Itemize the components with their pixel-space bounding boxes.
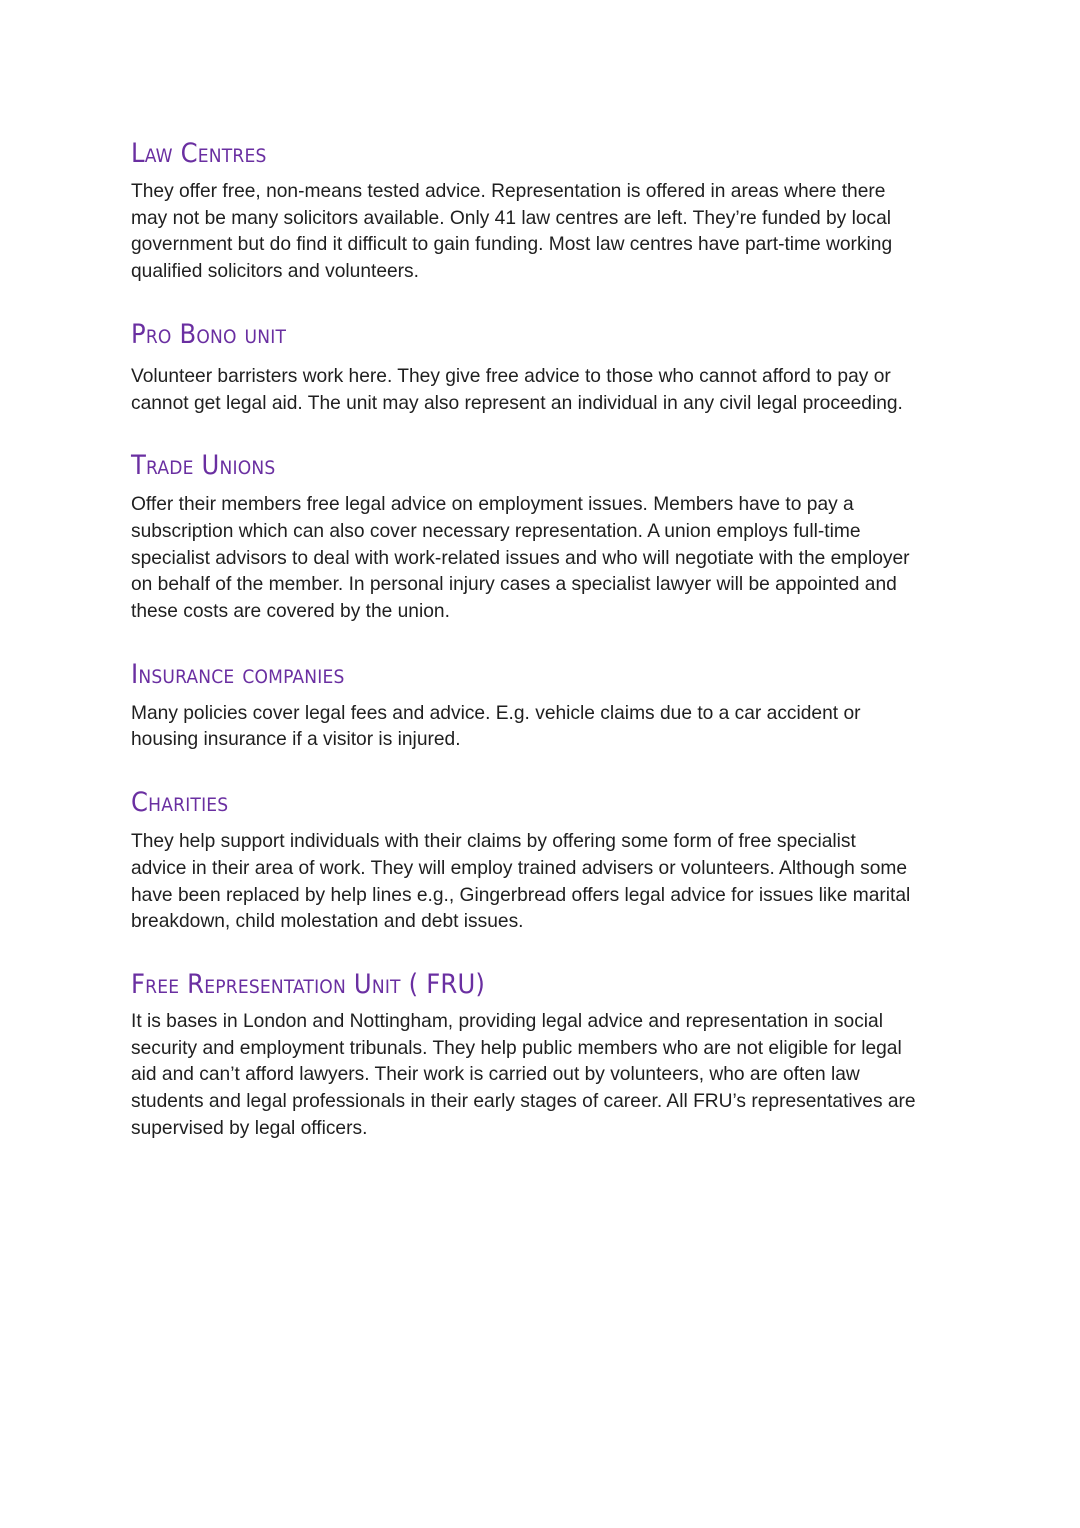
paragraph-line: It is bases in London and Nottingham, providing legal advice and representation in social xyxy=(131,1010,883,1032)
paragraph-line: subscription which can also cover necessary representation. A union employs full-time xyxy=(131,520,861,542)
paragraph-line: housing insurance if a visitor is injured. xyxy=(131,729,461,751)
paragraph-line: They help support individuals with their claims by offering some form of free specialist xyxy=(131,831,856,853)
paragraph-line: may not be many solicitors available. Only 41 law centres are left. They’re funded by local xyxy=(131,207,892,229)
document-body xyxy=(131,136,961,1142)
paragraph-line: They offer free, non-means tested advice. Representation is offered in areas where there xyxy=(131,181,886,202)
paragraph-line: have been replaced by help lines e.g., Gingerbread offers legal advice for issues like marital xyxy=(131,884,911,906)
section-paragraph xyxy=(131,179,961,286)
paragraph-line: government but do find it difficult to gain funding. Most law centres have part-time working xyxy=(131,234,893,256)
section-heading: Law Centres xyxy=(131,138,267,169)
paragraph-line: aid and can’t afford lawyers. Their work is carried out by volunteers, who are often law xyxy=(131,1064,860,1086)
section-pro-bono-unit xyxy=(131,317,961,417)
paragraph-line: students and legal professionals in their early stages of career. All FRU’s representatives are xyxy=(131,1091,916,1113)
paragraph-line: these costs are covered by the union. xyxy=(131,601,450,623)
paragraph-line: on behalf of the member. In personal injury cases a specialist lawyer will be appointed and xyxy=(131,574,897,596)
section-free-representation-unit xyxy=(131,967,961,1143)
section-paragraph xyxy=(131,701,961,754)
section-paragraph xyxy=(131,1009,961,1143)
paragraph-line: Offer their members free legal advice on employment issues. Members have to pay a xyxy=(131,494,854,516)
section-trade-unions xyxy=(131,448,961,626)
paragraph-line: supervised by legal officers. xyxy=(131,1117,368,1139)
paragraph-line: breakdown, child molestation and debt issues. xyxy=(131,911,524,933)
paragraph-line: security and employment tribunals. They help public members who are not eligible for legal xyxy=(131,1037,902,1059)
section-heading: Free Representation Unit ( FRU) xyxy=(131,968,486,1000)
section-heading: Insurance companies xyxy=(131,658,345,690)
paragraph-line: cannot get legal aid. The unit may also represent an individual in any civil legal proceeding. xyxy=(131,392,903,414)
paragraph-line: advice in their area of work. They will employ trained advisers or volunteers. Although some xyxy=(131,857,908,879)
section-heading: Trade Unions xyxy=(131,450,276,482)
section-law-centres xyxy=(131,136,961,286)
paragraph-line: specialist advisors to deal with work-related issues and who will negotiate with the employer xyxy=(131,547,910,569)
section-heading: Pro Bono unit xyxy=(131,318,287,350)
paragraph-line: Many policies cover legal fees and advice. E.g. vehicle claims due to a car accident or xyxy=(131,702,861,724)
section-paragraph xyxy=(131,364,961,417)
section-insurance-companies xyxy=(131,657,961,754)
paragraph-line: Volunteer barristers work here. They give free advice to those who cannot afford to pay or xyxy=(131,365,891,387)
section-heading: Charities xyxy=(131,787,229,819)
section-paragraph xyxy=(131,829,961,936)
section-paragraph xyxy=(131,492,961,626)
section-charities xyxy=(131,785,961,936)
paragraph-line: qualified solicitors and volunteers. xyxy=(131,261,419,283)
